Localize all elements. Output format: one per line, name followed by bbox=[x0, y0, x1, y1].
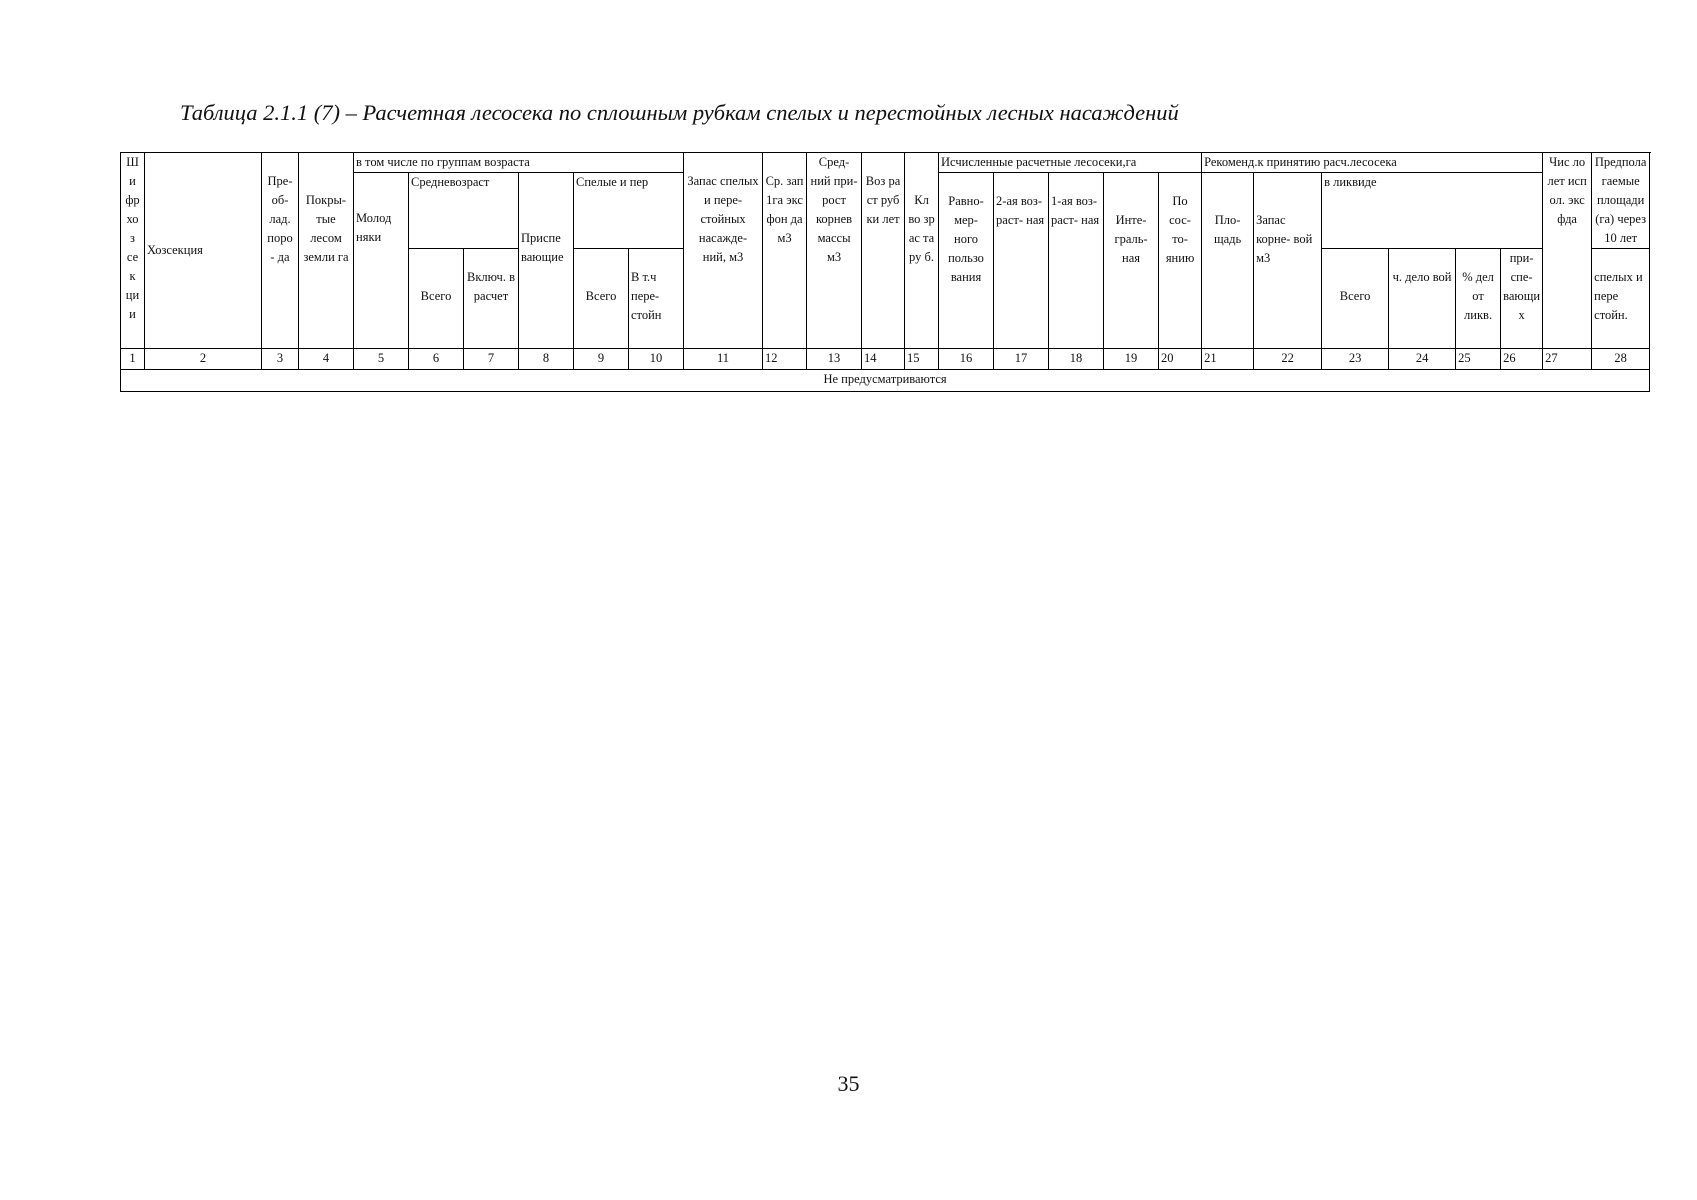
header-root-stock: Запас корне- вой м3 bbox=[1254, 173, 1322, 349]
column-number-row bbox=[121, 349, 1650, 370]
header-by-condition: По сос- то- янию bbox=[1159, 173, 1202, 349]
column-number: 8 bbox=[519, 349, 574, 370]
header-stock-mature: Запас спелых и пере- стойных насажде- ний, м3 bbox=[684, 153, 763, 349]
header-first-age: 1-ая воз- раст- ная bbox=[1049, 173, 1104, 349]
column-number: 13 bbox=[807, 349, 862, 370]
cutting-area-table bbox=[120, 152, 1650, 392]
column-number: 22 bbox=[1254, 349, 1322, 370]
column-number: 14 bbox=[862, 349, 905, 370]
header-mature-total: Всего bbox=[574, 249, 629, 349]
note-cell: Не предусматриваются bbox=[121, 370, 1650, 392]
column-number: 1 bbox=[121, 349, 145, 370]
column-number: 12 bbox=[763, 349, 807, 370]
column-number: 5 bbox=[354, 349, 409, 370]
header-calculated-areas: Исчисленные расчетные лесосеки,га bbox=[939, 153, 1202, 173]
header-row-1 bbox=[121, 153, 1650, 173]
page-number: 35 bbox=[837, 1071, 860, 1096]
header-years-count: Чис ло лет исп ол. экс фда bbox=[1543, 153, 1592, 349]
column-number: 4 bbox=[299, 349, 354, 370]
header-cutting-age: Воз ра ст руб ки лет bbox=[862, 153, 905, 349]
header-middle-total: Всего bbox=[409, 249, 464, 349]
header-age-class: Кл во зр ас та ру б. bbox=[905, 153, 939, 349]
header-overmature: В т.ч пере- стойн bbox=[629, 249, 684, 349]
header-in-liquid: в ликвиде bbox=[1322, 173, 1543, 249]
column-number: 28 bbox=[1592, 349, 1650, 370]
header-avg-stock: Ср. зап 1га экс фон да м3 bbox=[763, 153, 807, 349]
header-uniform: Равно- мер- ного пользо вания bbox=[939, 173, 994, 349]
header-shifr: Ши фр хо з се к ци и bbox=[121, 153, 145, 349]
note-row bbox=[121, 370, 1650, 392]
column-number: 19 bbox=[1104, 349, 1159, 370]
header-maturing: Приспе вающие bbox=[519, 173, 574, 349]
column-number: 10 bbox=[629, 349, 684, 370]
header-avg-growth: Сред- ний при- рост корнев массы м3 bbox=[807, 153, 862, 349]
header-middle-aged: Средневозраст bbox=[409, 173, 519, 249]
column-number: 20 bbox=[1159, 349, 1202, 370]
header-young: Молод няки bbox=[354, 173, 409, 349]
column-number: 23 bbox=[1322, 349, 1389, 370]
column-number: 3 bbox=[262, 349, 299, 370]
column-number: 18 bbox=[1049, 349, 1104, 370]
header-second-age: 2-ая воз- раст- ная bbox=[994, 173, 1049, 349]
header-forested-land: Покры- тые лесом земли га bbox=[299, 153, 354, 349]
column-number: 11 bbox=[684, 349, 763, 370]
column-number: 2 bbox=[145, 349, 262, 370]
column-number: 26 bbox=[1501, 349, 1543, 370]
header-khozsekciya: Хозсекция bbox=[145, 153, 262, 349]
header-recommended: Рекоменд.к принятию расч.лесосека bbox=[1202, 153, 1543, 173]
header-age-groups: в том числе по группам возраста bbox=[354, 153, 684, 173]
column-number: 21 bbox=[1202, 349, 1254, 370]
table-caption: Таблица 2.1.1 (7) – Расчетная лесосека по сплошным рубкам спелых и перестойных лесных насаждений bbox=[180, 100, 1179, 125]
column-number: 9 bbox=[574, 349, 629, 370]
column-number: 24 bbox=[1389, 349, 1456, 370]
header-liquid-total: Всего bbox=[1322, 249, 1389, 349]
header-business-pct: % дел от ликв. bbox=[1456, 249, 1501, 349]
column-number: 15 bbox=[905, 349, 939, 370]
column-number: 16 bbox=[939, 349, 994, 370]
header-included: Включ. в расчет bbox=[464, 249, 519, 349]
header-integral: Инте- граль- ная bbox=[1104, 173, 1159, 349]
column-number: 7 bbox=[464, 349, 519, 370]
header-mature-10y: спелых и пере стойн. bbox=[1592, 249, 1650, 349]
header-mature-overmature: Спелые и пер bbox=[574, 173, 684, 249]
column-number: 25 bbox=[1456, 349, 1501, 370]
header-maturing-10y: при- спе- вающи х bbox=[1501, 249, 1543, 349]
column-number: 17 bbox=[994, 349, 1049, 370]
header-area: Пло- щадь bbox=[1202, 173, 1254, 349]
column-number: 27 bbox=[1543, 349, 1592, 370]
header-expected-areas: Предполагаемые площади (га) через 10 лет bbox=[1592, 153, 1650, 249]
column-number: 6 bbox=[409, 349, 464, 370]
header-predominant-species: Пре- об- лад. поро - да bbox=[262, 153, 299, 349]
header-business: ч. дело вой bbox=[1389, 249, 1456, 349]
